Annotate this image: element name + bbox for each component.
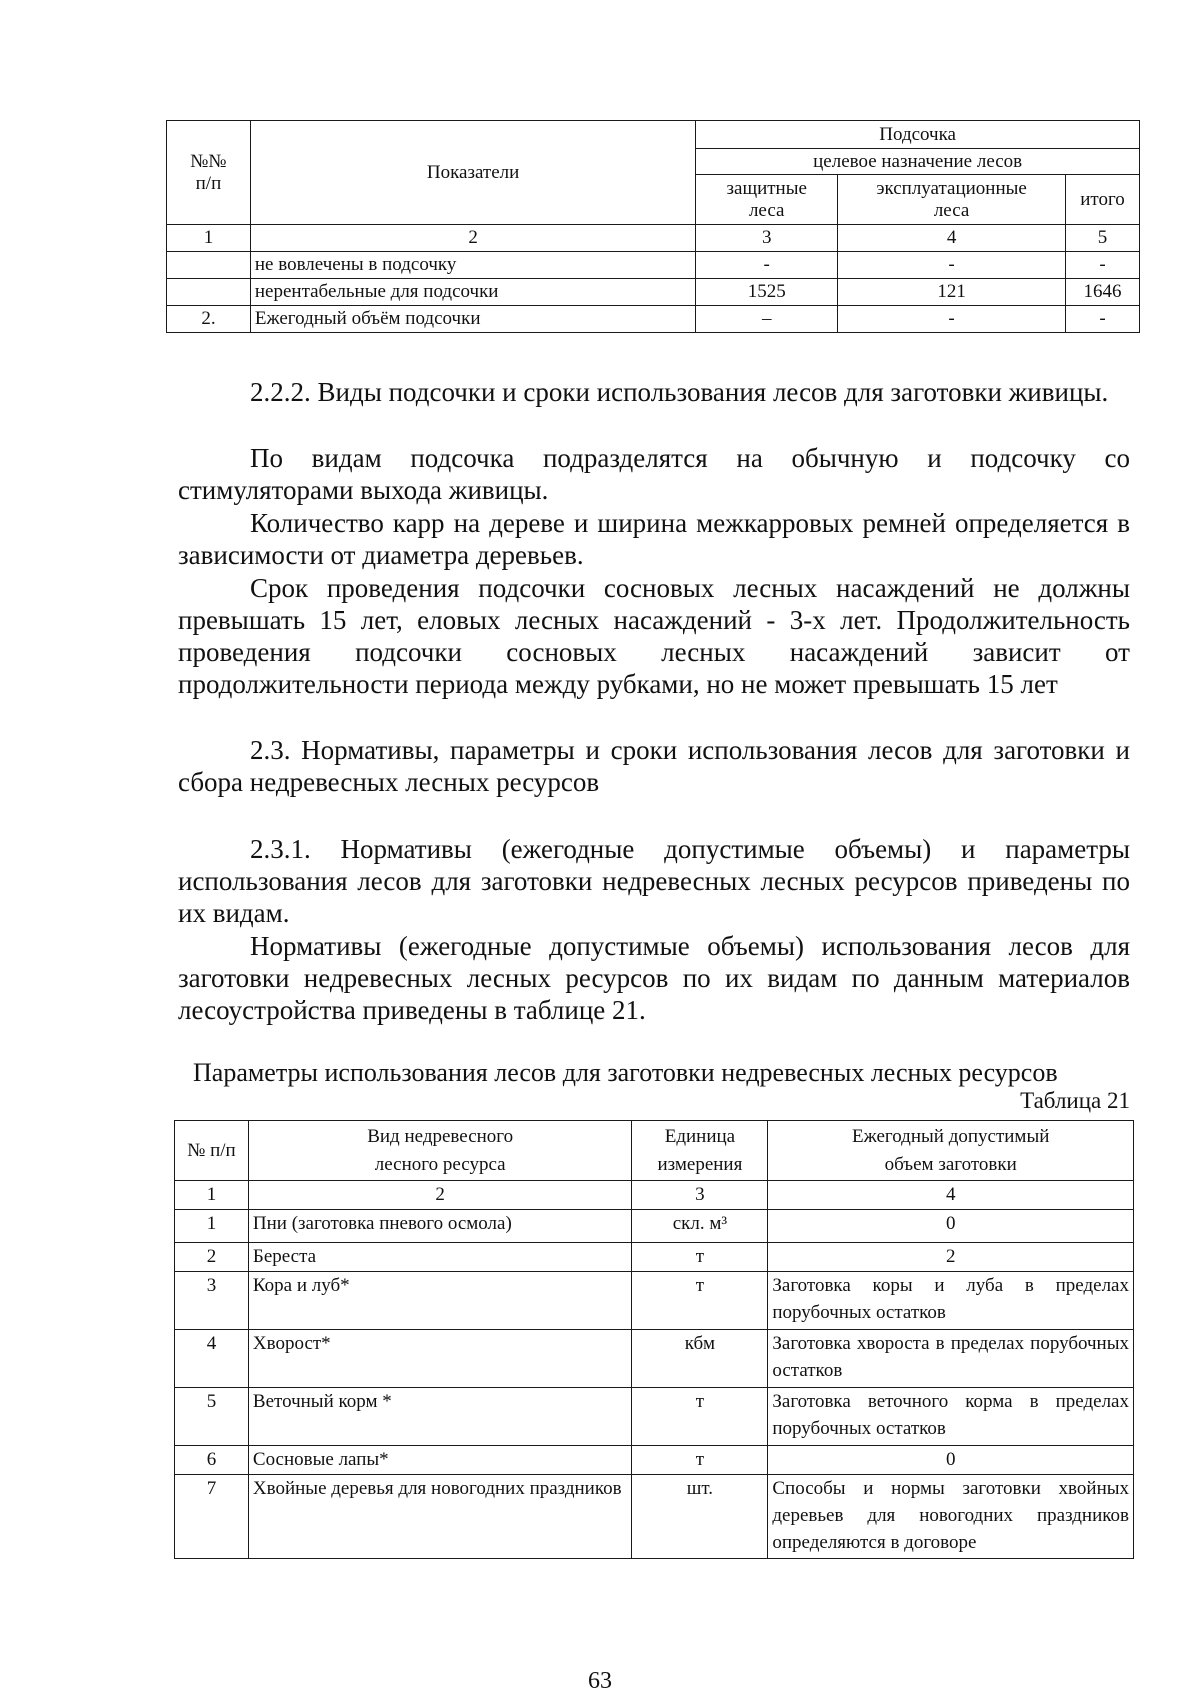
col-number: 5 — [1066, 225, 1140, 252]
header-num: № п/п — [175, 1121, 249, 1181]
row-unit: т — [632, 1272, 768, 1330]
row-num — [167, 279, 251, 306]
row-num: 2. — [167, 306, 251, 333]
tapping-table — [166, 120, 1140, 333]
row-unit: шт. — [632, 1475, 768, 1559]
table-row — [175, 1475, 1134, 1559]
header-unit: Единица измерения — [632, 1121, 768, 1181]
row-type: Веточный корм * — [248, 1388, 632, 1446]
header-volume: Ежегодный допустимый объем заготовки — [768, 1121, 1134, 1181]
row-total: - — [1066, 306, 1140, 333]
non-wood-resources-table — [174, 1120, 1134, 1559]
table-row — [175, 1330, 1134, 1388]
table-number: Таблица 21 — [1020, 1088, 1130, 1113]
paragraph-2-2-2: 2.2.2. Виды подсочки и сроки использования лесов для заготовки живицы. — [250, 377, 1109, 407]
row-total: 1646 — [1066, 279, 1140, 306]
row-unit: т — [632, 1388, 768, 1446]
paragraph-carr-count: Количество карр на дереве и ширина межкарровых ремней определяется в зависимости от диаметра деревьев. — [178, 508, 1130, 570]
col-num-header: №№ п/п — [167, 121, 251, 225]
protective-header: защитные леса — [696, 175, 838, 225]
row-exploitation: - — [838, 252, 1066, 279]
total-header: итого — [1066, 175, 1140, 225]
row-unit: т — [632, 1243, 768, 1272]
row-protective: 1525 — [696, 279, 838, 306]
row-volume: 0 — [768, 1446, 1134, 1475]
row-type: Пни (заготовка пневого осмола) — [248, 1210, 632, 1243]
row-indicator: Ежегодный объём подсочки — [250, 306, 695, 333]
col-number: 4 — [838, 225, 1066, 252]
col-number: 3 — [632, 1181, 768, 1210]
table-row — [175, 1272, 1134, 1330]
row-volume: Заготовка хвороста в пределах порубочных остатков — [768, 1330, 1134, 1388]
page-number: 63 — [588, 1668, 612, 1694]
col-number: 4 — [768, 1181, 1134, 1210]
col-number: 2 — [248, 1181, 632, 1210]
row-protective: – — [696, 306, 838, 333]
table-row — [167, 279, 1140, 306]
row-num — [167, 252, 251, 279]
row-num: 7 — [175, 1475, 249, 1559]
paragraph-2-3-1: 2.3.1. Нормативы (ежегодные допустимые объемы) и параметры использования лесов для заготовки недревесных лесных ресурсов приведены по их видам. — [178, 834, 1130, 928]
row-protective: - — [696, 252, 838, 279]
row-unit: т — [632, 1446, 768, 1475]
row-exploitation: - — [838, 306, 1066, 333]
table-row — [167, 306, 1140, 333]
table-row — [175, 1388, 1134, 1446]
exploitation-header: эксплуатационные леса — [838, 175, 1066, 225]
row-indicator: нерентабельные для подсочки — [250, 279, 695, 306]
table-row — [175, 1446, 1134, 1475]
row-volume: 0 — [768, 1210, 1134, 1243]
paragraph-norms: Нормативы (ежегодные допустимые объемы) использования лесов для заготовки недревесных лесных ресурсов по их видам по данным материалов лесоустройства приведены в таблице 21. — [178, 931, 1130, 1025]
paragraph-tapping-period: Срок проведения подсочки сосновых лесных насаждений не должны превышать 15 лет, еловых лесных насаждений - 3-х лет. Продолжительность проведения подсочки сосновых лесных насаждений зависит от продолжительности периода между рубками, но не может превышать 15 лет — [178, 573, 1130, 699]
col-number: 1 — [167, 225, 251, 252]
row-type: Кора и луб* — [248, 1272, 632, 1330]
header-type: Вид недревесного лесного ресурса — [248, 1121, 632, 1181]
row-volume: Заготовка веточного корма в пределах порубочных остатков — [768, 1388, 1134, 1446]
table-row — [167, 252, 1140, 279]
row-num: 1 — [175, 1210, 249, 1243]
col-number: 1 — [175, 1181, 249, 1210]
row-type: Хвойные деревья для новогодних праздников — [248, 1475, 632, 1559]
table-row — [175, 1210, 1134, 1243]
row-volume: Заготовка коры и луба в пределах порубочных остатков — [768, 1272, 1134, 1330]
col-number: 2 — [250, 225, 695, 252]
table-caption: Параметры использования лесов для заготовки недревесных лесных ресурсов — [193, 1058, 1058, 1087]
paragraph-tapping-types: По видам подсочка подразделятся на обычную и подсочку со стимуляторами выхода живицы. — [178, 443, 1130, 505]
row-exploitation: 121 — [838, 279, 1066, 306]
col-number: 3 — [696, 225, 838, 252]
purpose-header: целевое назначение лесов — [696, 149, 1140, 175]
row-unit: кбм — [632, 1330, 768, 1388]
col-indicators-header: Показатели — [250, 121, 695, 225]
row-indicator: не вовлечены в подсочку — [250, 252, 695, 279]
table-row — [175, 1243, 1134, 1272]
row-type: Хворост* — [248, 1330, 632, 1388]
row-unit: скл. м³ — [632, 1210, 768, 1243]
tapping-header: Подсочка — [696, 121, 1140, 149]
row-num: 2 — [175, 1243, 249, 1272]
section-heading-2-3: 2.3. Нормативы, параметры и сроки использования лесов для заготовки и сбора недревесных лесных ресурсов — [178, 735, 1130, 797]
row-num: 6 — [175, 1446, 249, 1475]
row-volume: Способы и нормы заготовки хвойных деревьев для новогодних праздников определяются в договоре — [768, 1475, 1134, 1559]
row-num: 4 — [175, 1330, 249, 1388]
row-volume: 2 — [768, 1243, 1134, 1272]
row-num: 5 — [175, 1388, 249, 1446]
row-type: Береста — [248, 1243, 632, 1272]
row-type: Сосновые лапы* — [248, 1446, 632, 1475]
row-total: - — [1066, 252, 1140, 279]
row-num: 3 — [175, 1272, 249, 1330]
